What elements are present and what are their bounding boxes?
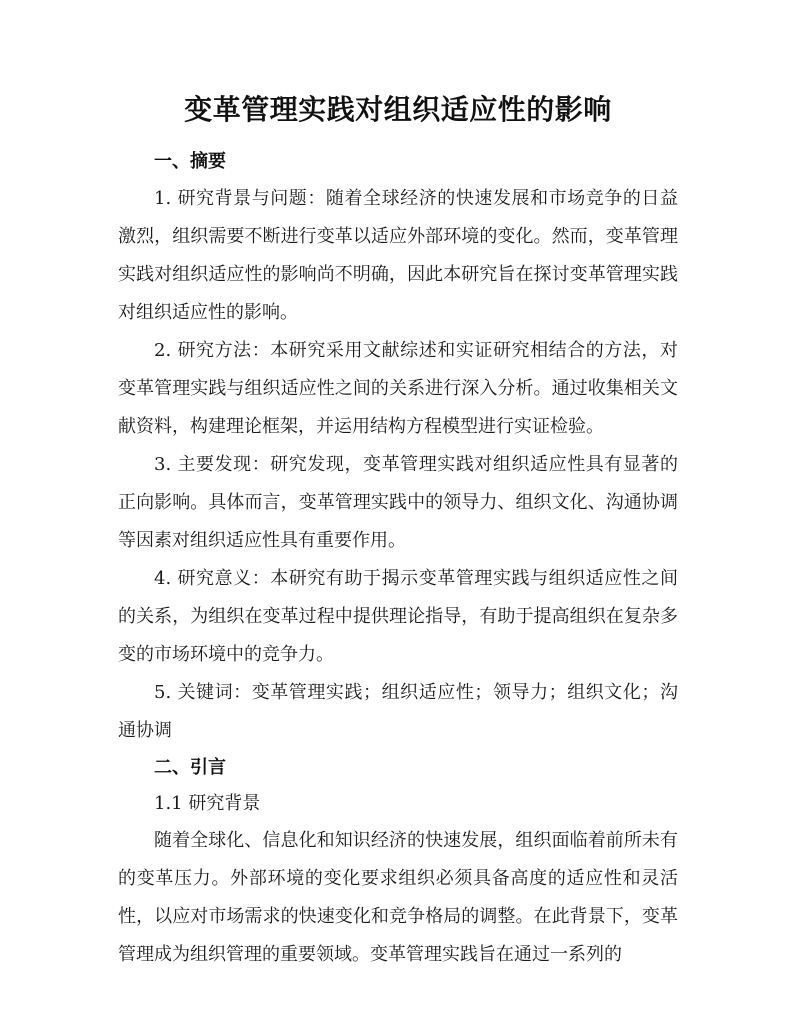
abstract-paragraph-findings: 3. 主要发现：研究发现，变革管理实践对组织适应性具有显著的正向影响。具体而言，变革管理实践中的领导力、组织文化、沟通协调等因素对组织适应性具有重要作用。 bbox=[118, 454, 678, 551]
abstract-paragraph-background: 1. 研究背景与问题：随着全球经济的快速发展和市场竞争的日益激烈，组织需要不断进行变革以适应外部环境的变化。然而，变革管理实践对组织适应性的影响尚不明确，因此本研究旨在探讨变革管理实践对组织适应性的影响。 bbox=[118, 188, 678, 323]
section-heading-abstract: 一、摘要 bbox=[154, 151, 226, 172]
abstract-paragraph-keywords: 5. 关键词：变革管理实践；组织适应性；领导力；组织文化；沟通协调 bbox=[118, 682, 678, 741]
title-spacer bbox=[118, 134, 678, 144]
introduction-paragraph: 随着全球化、信息化和知识经济的快速发展，组织面临着前所未有的变革压力。外部环境的变化要求组织必须具备高度的适应性和灵活性，以应对市场需求的快速变化和竞争格局的调整。在此背景下，变革管理成为组织管理的重要领域。变革管理实践旨在通过一系列的 bbox=[118, 830, 678, 965]
subsection-heading-background: 1.1 研究背景 bbox=[154, 793, 261, 814]
abstract-paragraph-method: 2. 研究方法：本研究采用文献综述和实证研究相结合的方法，对变革管理实践与组织适应性之间的关系进行深入分析。通过收集相关文献资料，构建理论框架，并运用结构方程模型进行实证检验。 bbox=[118, 340, 678, 437]
document-page bbox=[118, 86, 678, 974]
document-title: 变革管理实践对组织适应性的影响 bbox=[184, 93, 612, 126]
section-heading-introduction: 二、引言 bbox=[154, 757, 226, 778]
abstract-paragraph-significance: 4. 研究意义：本研究有助于揭示变革管理实践与组织适应性之间的关系，为组织在变革过程中提供理论指导，有助于提高组织在复杂多变的市场环境中的竞争力。 bbox=[118, 568, 678, 665]
